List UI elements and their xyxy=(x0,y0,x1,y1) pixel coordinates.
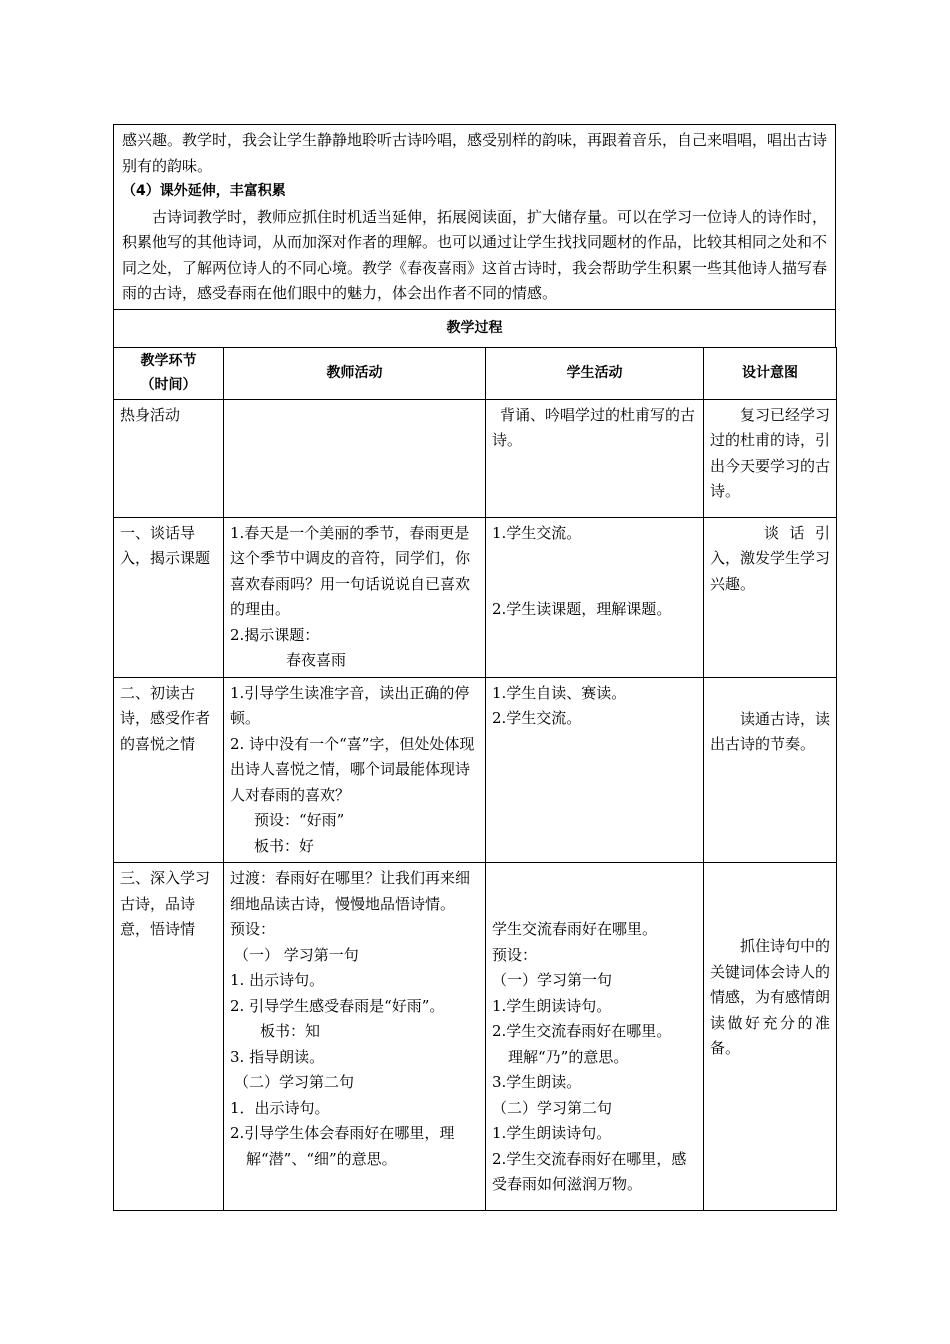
header-teacher: 教师活动 xyxy=(224,347,486,399)
design-cell: 读通古诗，读出古诗的节奏。 xyxy=(704,677,837,863)
design-cell: 抓住诗句中的关键词体会诗人的情感，为有感情朗读做好充分的准备。 xyxy=(704,863,837,1211)
intro-section xyxy=(113,124,836,309)
table-row xyxy=(114,399,837,517)
intro-paragraph-2: 古诗词教学时，教师应抓住时机适当延伸，拓展阅读面，扩大储存量。可以在学习一位诗人的诗作时，积累他写的其他诗词，从而加深对作者的理解。也可以通过让学生找找同题材的作品，比较其相同之处和不同之处，了解两位诗人的不同心境。教学《春夜喜雨》这首古诗时，我会帮助学生积累一些其他诗人描写春雨的古诗，感受春雨在他们眼中的魅力，体会出作者不同的情感。 xyxy=(122,207,828,302)
table-row xyxy=(114,863,837,1211)
intro-paragraph-1: 感兴趣。教学时，我会让学生静静地聆听古诗吟唱，感受别样的韵味，再跟着音乐，自己来唱唱，唱出古诗别有的韵味。 xyxy=(122,131,828,175)
header-stage: 教学环节 （时间） xyxy=(114,347,224,399)
teacher-cell: 过渡：春雨好在哪里？让我们再来细细地品读古诗，慢慢地品悟诗情。 预设： （一） 学习第一句 1. 出示诗句。 2. 引导学生感受春雨是“好雨”。 板书：知 3. 指导朗读。 （二）学习第二句 1．出示诗句。 2.引导学生体会春雨好在哪里，理解“潜”、“细”的意思。 xyxy=(224,863,486,1211)
document-page xyxy=(113,124,836,1211)
student-cell: 1.学生交流。 2.学生读课题，理解课题。 xyxy=(486,517,704,677)
student-cell: 1.学生自读、赛读。 2.学生交流。 xyxy=(486,677,704,863)
stage-cell: 热身活动 xyxy=(114,399,224,517)
teaching-process-table xyxy=(113,347,837,1212)
stage-cell: 一、谈话导入，揭示课题 xyxy=(114,517,224,677)
section-title: 教学过程 xyxy=(113,309,836,347)
stage-cell: 二、初读古诗，感受作者的喜悦之情 xyxy=(114,677,224,863)
design-cell: 谈话引入，激发学生学习兴趣。 xyxy=(704,517,837,677)
teacher-cell xyxy=(224,399,486,517)
header-student: 学生活动 xyxy=(486,347,704,399)
student-cell: 学生交流春雨好在哪里。 预设： （一）学习第一句 1.学生朗读诗句。 2.学生交流春雨好在哪里。 理解“乃”的意思。 3.学生朗读。 （二）学习第二句 1.学生朗读诗句。 2.学生交流春雨好在哪里，感受春雨如何滋润万物。 xyxy=(486,863,704,1211)
table-header-row xyxy=(114,347,837,399)
table-row xyxy=(114,677,837,863)
design-cell: 复习已经学习过的杜甫的诗，引出今天要学习的古诗。 xyxy=(704,399,837,517)
teacher-cell: 1.春天是一个美丽的季节，春雨更是这个季节中调皮的音符，同学们，你喜欢春雨吗？用一句话说说自已喜欢的理由。 2.揭示课题： 春夜喜雨 xyxy=(224,517,486,677)
table-row xyxy=(114,517,837,677)
heading-extension: （4）课外延伸，丰富积累 xyxy=(122,183,286,199)
student-cell: 背诵、吟唱学过的杜甫写的古诗。 xyxy=(486,399,704,517)
teacher-cell: 1.引导学生读准字音，读出正确的停顿。 2. 诗中没有一个“喜”字，但处处体现出诗人喜悦之情，哪个词最能体现诗人对春雨的喜欢？ 预设：“好雨” 板书：好 xyxy=(224,677,486,863)
stage-cell: 三、深入学习古诗，品诗意，悟诗情 xyxy=(114,863,224,1211)
header-design: 设计意图 xyxy=(704,347,837,399)
